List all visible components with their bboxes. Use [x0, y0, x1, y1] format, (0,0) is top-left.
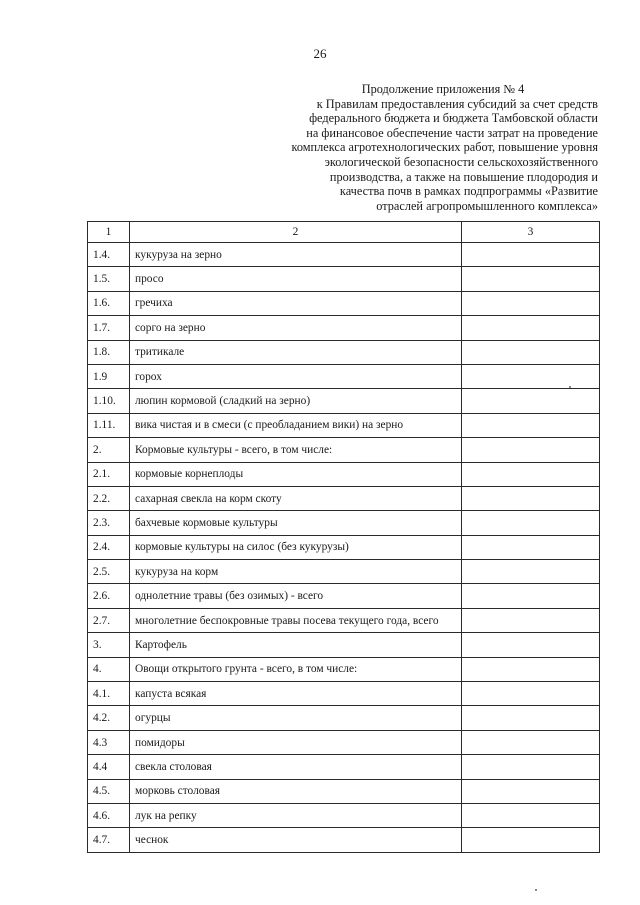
table-row: [88, 364, 600, 388]
table-row: [88, 267, 600, 291]
table-row: [88, 389, 600, 413]
row-number-cell: 4.: [88, 657, 130, 681]
row-value-cell: [462, 682, 600, 706]
table-row: [88, 584, 600, 608]
row-number-cell: 1.7.: [88, 316, 130, 340]
row-value-cell: [462, 486, 600, 510]
row-number-cell: 4.6.: [88, 803, 130, 827]
row-name-cell: лук на репку: [130, 803, 462, 827]
row-number-cell: 2.: [88, 438, 130, 462]
appendix-header: [268, 82, 598, 213]
row-name-cell: кукуруза на корм: [130, 560, 462, 584]
row-name-cell: многолетние беспокровные травы посева текущего года, всего: [130, 608, 462, 632]
row-value-cell: [462, 584, 600, 608]
row-number-cell: 1.5.: [88, 267, 130, 291]
scan-speck: [569, 386, 571, 388]
row-name-cell: однолетние травы (без озимых) - всего: [130, 584, 462, 608]
row-name-cell: Кормовые культуры - всего, в том числе:: [130, 438, 462, 462]
row-number-cell: 4.7.: [88, 828, 130, 852]
table-row: [88, 803, 600, 827]
row-number-cell: 2.2.: [88, 486, 130, 510]
row-number-cell: 1.4.: [88, 243, 130, 267]
row-value-cell: [462, 389, 600, 413]
row-number-cell: 4.3: [88, 730, 130, 754]
table-row: [88, 560, 600, 584]
row-name-cell: огурцы: [130, 706, 462, 730]
row-value-cell: [462, 462, 600, 486]
table-row: [88, 706, 600, 730]
row-name-cell: просо: [130, 267, 462, 291]
table-row: [88, 291, 600, 315]
table-row: [88, 682, 600, 706]
table-row: [88, 316, 600, 340]
column-header: 1: [88, 222, 130, 243]
row-name-cell: сорго на зерно: [130, 316, 462, 340]
table-row: [88, 413, 600, 437]
table-row: [88, 438, 600, 462]
row-name-cell: бахчевые кормовые культуры: [130, 511, 462, 535]
row-number-cell: 4.2.: [88, 706, 130, 730]
header-line: к Правилам предоставления субсидий за счет средств: [316, 96, 598, 111]
table-row: [88, 730, 600, 754]
row-value-cell: [462, 755, 600, 779]
header-line: комплекса агротехнологических работ, повышение уровня: [291, 140, 598, 155]
row-value-cell: [462, 779, 600, 803]
header-line: качества почв в рамках подпрограммы «Развитие: [339, 184, 598, 199]
row-number-cell: 1.8.: [88, 340, 130, 364]
row-value-cell: [462, 608, 600, 632]
row-number-cell: 4.4: [88, 755, 130, 779]
row-number-cell: 1.10.: [88, 389, 130, 413]
table-header-row: [88, 222, 600, 243]
row-number-cell: 1.9: [88, 364, 130, 388]
row-number-cell: 2.1.: [88, 462, 130, 486]
row-number-cell: 3.: [88, 633, 130, 657]
table-row: [88, 657, 600, 681]
row-number-cell: 1.6.: [88, 291, 130, 315]
row-value-cell: [462, 706, 600, 730]
row-name-cell: гречиха: [130, 291, 462, 315]
row-name-cell: кормовые культуры на силос (без кукурузы): [130, 535, 462, 559]
crops-table: [87, 221, 600, 853]
table-row: [88, 608, 600, 632]
row-name-cell: помидоры: [130, 730, 462, 754]
row-value-cell: [462, 438, 600, 462]
page-number: 26: [313, 46, 327, 61]
row-value-cell: [462, 413, 600, 437]
row-number-cell: 2.6.: [88, 584, 130, 608]
column-header: 3: [462, 222, 600, 243]
row-number-cell: 2.3.: [88, 511, 130, 535]
row-value-cell: [462, 267, 600, 291]
row-number-cell: 2.7.: [88, 608, 130, 632]
table-row: [88, 755, 600, 779]
row-number-cell: 1.11.: [88, 413, 130, 437]
row-name-cell: кукуруза на зерно: [130, 243, 462, 267]
row-name-cell: тритикале: [130, 340, 462, 364]
column-header: 2: [130, 222, 462, 243]
table-row: [88, 535, 600, 559]
row-name-cell: люпин кормовой (сладкий на зерно): [130, 389, 462, 413]
row-value-cell: [462, 803, 600, 827]
row-value-cell: [462, 364, 600, 388]
row-value-cell: [462, 730, 600, 754]
row-name-cell: кормовые корнеплоды: [130, 462, 462, 486]
row-name-cell: горох: [130, 364, 462, 388]
row-name-cell: Овощи открытого грунта - всего, в том числе:: [130, 657, 462, 681]
row-value-cell: [462, 633, 600, 657]
header-line: экологической безопасности сельскохозяйственного: [324, 154, 598, 169]
row-value-cell: [462, 657, 600, 681]
row-value-cell: [462, 316, 600, 340]
row-value-cell: [462, 243, 600, 267]
table-row: [88, 828, 600, 852]
table-row: [88, 633, 600, 657]
header-line: производства, а также на повышение плодородия и: [329, 169, 598, 184]
row-value-cell: [462, 535, 600, 559]
row-value-cell: [462, 511, 600, 535]
table-row: [88, 243, 600, 267]
header-line: Продолжение приложения № 4: [361, 82, 525, 96]
row-value-cell: [462, 828, 600, 852]
header-line: федерального бюджета и бюджета Тамбовской области: [309, 111, 598, 126]
table-row: [88, 486, 600, 510]
row-name-cell: сахарная свекла на корм скоту: [130, 486, 462, 510]
row-name-cell: Картофель: [130, 633, 462, 657]
row-name-cell: морковь столовая: [130, 779, 462, 803]
table-row: [88, 511, 600, 535]
table-row: [88, 779, 600, 803]
header-line: отраслей агропромышленного комплекса»: [376, 198, 598, 213]
row-name-cell: чеснок: [130, 828, 462, 852]
row-number-cell: 2.5.: [88, 560, 130, 584]
row-number-cell: 4.1.: [88, 682, 130, 706]
row-name-cell: свекла столовая: [130, 755, 462, 779]
table-row: [88, 462, 600, 486]
row-value-cell: [462, 340, 600, 364]
row-name-cell: вика чистая и в смеси (с преобладанием вики) на зерно: [130, 413, 462, 437]
scan-speck: [535, 889, 537, 891]
row-value-cell: [462, 291, 600, 315]
header-line: на финансовое обеспечение части затрат на проведение: [306, 125, 598, 140]
row-number-cell: 2.4.: [88, 535, 130, 559]
row-value-cell: [462, 560, 600, 584]
table-row: [88, 340, 600, 364]
row-name-cell: капуста всякая: [130, 682, 462, 706]
row-number-cell: 4.5.: [88, 779, 130, 803]
